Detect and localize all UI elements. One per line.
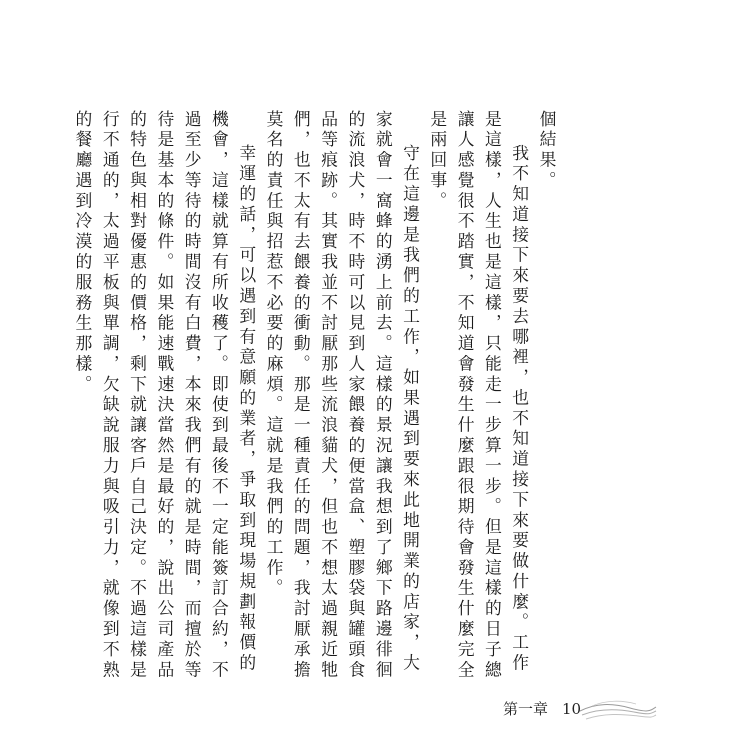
paragraph-1: 個結果。 (537, 110, 557, 192)
vertical-text-block (69, 110, 560, 690)
page-footer (503, 695, 663, 725)
paragraph-4: 幸運的話，可以遇到有意願的業者，爭取到現場規劃報價的機會，這樣就算有所收穫了。即使到最後不一定能簽訂合約，不過至少等待的時間沒有白費，本來我們有的就是時間，而擅於等待是基本的條件。如果能速戰速決當然是最好的，說出公司產品的特色與相對優惠的價格，剩下就讓客戶自己決定。不過這樣是行不通的，太過平板與單調，欠缺說服力與吸引力，就像到不熟的餐廳遇到冷漠的服務生那樣。 (72, 110, 257, 681)
paragraph-2: 我不知道接下來要去哪裡，也不知道接下來要做什麼。工作是這樣，人生也是這樣，只能走一步算一步。但是這樣的日子總讓人感覺很不踏實，不知道會發生什麼跟很期待會發生什麼完全是兩回事。 (427, 110, 530, 681)
paragraph-3: 守在這邊是我們的工作，如果遇到要來此地開業的店家，大家就會一窩蜂的湧上前去。這樣的景況讓我想到了鄉下路邊徘徊的流浪犬，時不時可以見到人家餵養的便當盒、塑膠袋與罐頭食品等痕跡。其實我並不討厭那些流浪貓犬，但也不想太過親近牠們，也不太有去餵養的衝動。那是一種責任的問題，我討厭承擔莫名的責任與招惹不必要的麻煩。這就是我們的工作。 (264, 110, 421, 681)
wave-ornament-icon (578, 697, 658, 723)
chapter-label: 第一章 (503, 700, 549, 718)
page-number: 10 (562, 700, 582, 718)
footer-label (503, 698, 581, 719)
